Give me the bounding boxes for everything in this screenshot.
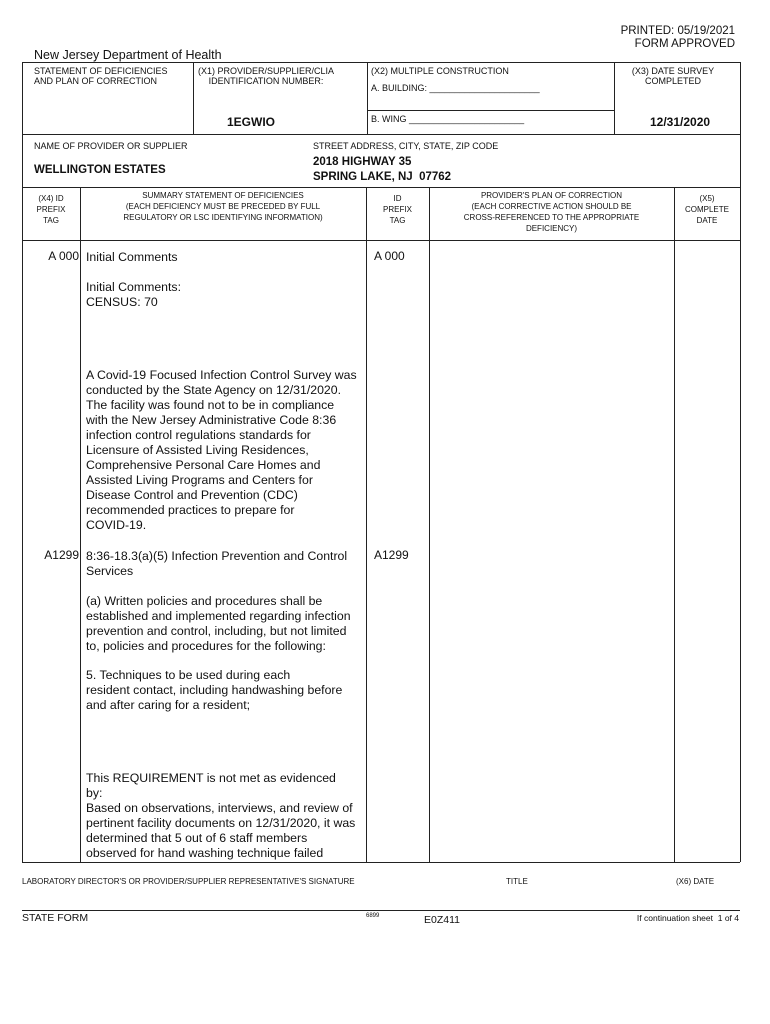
x2-label: (X2) MULTIPLE CONSTRUCTION xyxy=(371,66,509,76)
col-id-header: ID PREFIX TAG xyxy=(383,194,412,225)
signature-label: LABORATORY DIRECTOR'S OR PROVIDER/SUPPLIER REPRESENTATIVE'S SIGNATURE xyxy=(22,877,355,886)
col-summary-header: SUMMARY STATEMENT OF DEFICIENCIES (EACH DEFICIENCY MUST BE PRECEDED BY FULL REGULATORY OR LSC IDENTIFYING INFORMATION) xyxy=(123,191,323,222)
x1-value: 1EGWIO xyxy=(227,115,276,129)
address-line1: 2018 HIGHWAY 35 xyxy=(313,156,412,168)
x3-label: (X3) DATE SURVEY COMPLETED xyxy=(631,66,715,87)
provider-name: WELLINGTON ESTATES xyxy=(34,164,166,176)
printed-date: PRINTED: 05/19/2021 xyxy=(620,25,735,37)
entry-prefix-tag: A1299 xyxy=(44,548,79,562)
entry-paragraph: (a) Written policies and procedures shall be established and implemented regarding infection prevention and control, including, but not limited to, policies and procedures for the following: xyxy=(86,594,351,653)
entry-title: 8:36-18.3(a)(5) Infection Prevention and Control Services xyxy=(86,549,348,578)
entry-paragraph: Initial Comments: CENSUS: 70 xyxy=(86,280,181,309)
address-label: STREET ADDRESS, CITY, STATE, ZIP CODE xyxy=(313,141,499,151)
title-label: TITLE xyxy=(506,877,528,886)
entry-id-tag: A1299 xyxy=(374,548,409,562)
x1-label: (X1) PROVIDER/SUPPLIER/CLIA IDENTIFICATION NUMBER: xyxy=(197,66,335,87)
continuation-sheet: If continuation sheet 1 of 4 xyxy=(636,913,739,923)
wing-label: B. WING _______________________ xyxy=(371,114,525,124)
agency-name: New Jersey Department of Health xyxy=(34,48,222,62)
entry-paragraph: A Covid-19 Focused Infection Control Survey was conducted by the State Agency on 12/31/2020. The facility was found not to be in compliance with the New Jersey Administrative Code 8:36 infection control regulations standards for Licensure of Assisted Living Residences, Comprehensive Personal Care Homes and Assisted Living Programs and Centers for Disease Control and Prevention (CDC) recommended practices to prepare for COVID-19. xyxy=(86,368,357,532)
col-plan-header: PROVIDER'S PLAN OF CORRECTION (EACH CORRECTIVE ACTION SHOULD BE CROSS-REFERENCED TO THE APPROPRIATE DEFICIENCY) xyxy=(463,191,640,233)
col-x4-header: (X4) ID PREFIX TAG xyxy=(36,194,66,225)
x3-value: 12/31/2020 xyxy=(650,115,711,129)
event-id: E0Z411 xyxy=(424,914,460,926)
state-form-label: STATE FORM xyxy=(22,912,89,924)
entry-paragraph: 5. Techniques to be used during each resident contact, including handwashing before and after caring for a resident; xyxy=(86,668,343,712)
entry-title: Initial Comments xyxy=(86,250,178,264)
address-line2: SPRING LAKE, NJ 07762 xyxy=(313,171,452,183)
building-label: A. BUILDING: ______________________ xyxy=(371,83,540,93)
form-code: 6899 xyxy=(366,913,380,919)
statement-label: STATEMENT OF DEFICIENCIES AND PLAN OF CORRECTION xyxy=(34,66,168,87)
form-approved: FORM APPROVED xyxy=(634,38,735,50)
entry-id-tag: A 000 xyxy=(374,249,405,263)
col-x5-header: (X5) COMPLETE DATE xyxy=(684,194,729,225)
provider-name-label: NAME OF PROVIDER OR SUPPLIER xyxy=(34,141,188,151)
entry-prefix-tag: A 000 xyxy=(48,249,79,263)
entry-paragraph: This REQUIREMENT is not met as evidenced by: Based on observations, interviews, and review of pertinent facility documents on 12/31/2020, it was determined that 5 out of 6 staff members observed for hand washing technique failed xyxy=(86,771,356,860)
x6-date-label: (X6) DATE xyxy=(676,877,715,886)
